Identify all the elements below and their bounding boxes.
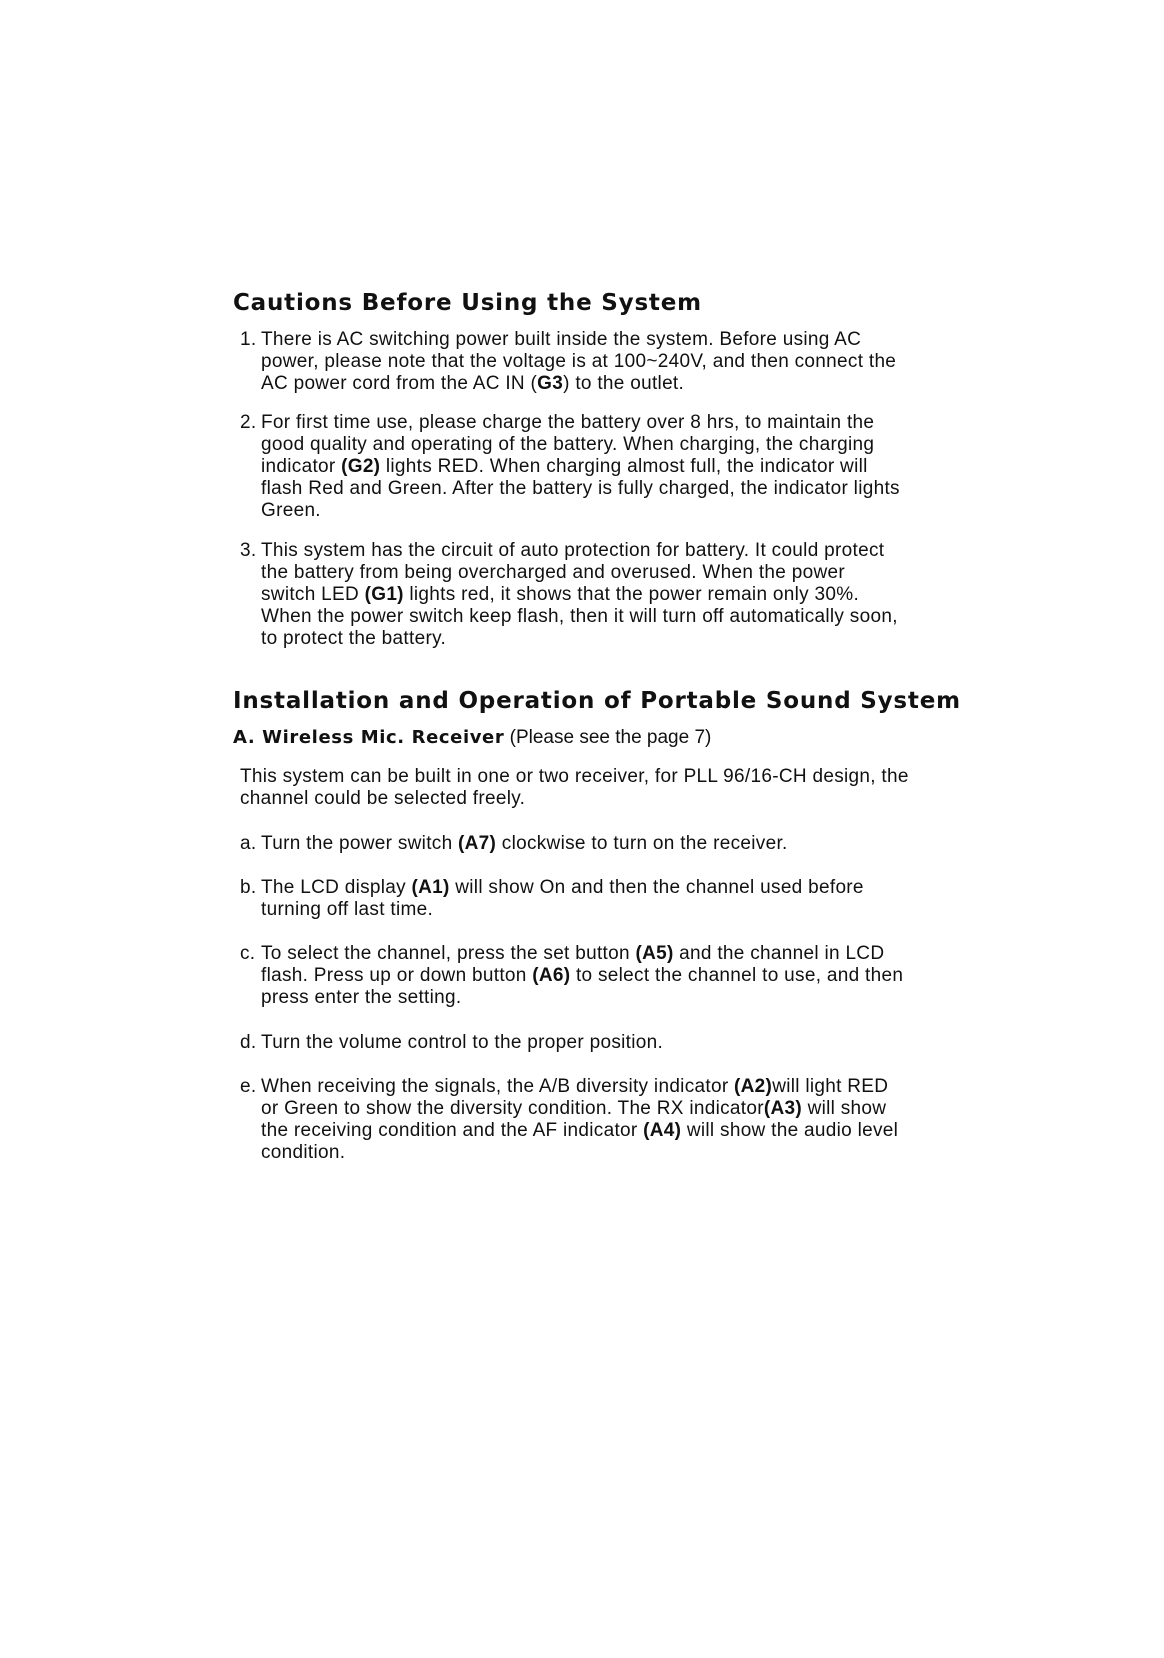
text-segment: lights red, it shows that the power remain only 30%. — [403, 584, 860, 605]
text-line — [261, 965, 903, 987]
text-segment: lights RED. When charging almost full, the indicator will — [380, 456, 868, 477]
list-marker: 3. — [240, 540, 257, 561]
list-marker: 1. — [240, 329, 257, 350]
text-line — [261, 478, 900, 500]
text-line — [261, 412, 900, 434]
component-reference: (A7) — [458, 833, 497, 854]
list-marker: d. — [240, 1032, 257, 1053]
text-segment: There is AC switching power built inside the system. Before using AC — [261, 329, 862, 350]
text-segment: or Green to show the diversity condition. The RX indicator — [261, 1098, 764, 1119]
text-segment: When receiving the signals, the A/B diversity indicator — [261, 1076, 735, 1097]
subsection-heading — [233, 727, 711, 749]
text-line — [261, 628, 898, 650]
text-segment: The LCD display — [261, 877, 412, 898]
text-line — [261, 562, 898, 584]
list-body — [261, 833, 788, 855]
text-line — [261, 899, 864, 921]
cautions-heading: Cautions Before Using the System — [233, 290, 702, 316]
component-reference: (A6) — [532, 965, 571, 986]
list-marker: e. — [240, 1076, 257, 1097]
list-body — [261, 877, 864, 921]
text-line — [261, 606, 898, 628]
component-reference: (A5) — [635, 943, 674, 964]
text-line — [261, 987, 903, 1009]
step-b — [240, 877, 864, 921]
list-body — [261, 1032, 663, 1054]
subsection-note: (Please see the page 7) — [504, 727, 712, 748]
text-segment: indicator — [261, 456, 342, 477]
step-e — [240, 1076, 898, 1164]
step-c — [240, 943, 903, 1009]
text-segment: the battery from being overcharged and overused. When the power — [261, 562, 845, 583]
text-segment: will light RED — [772, 1076, 889, 1097]
text-segment: good quality and operating of the battery. When charging, the charging — [261, 434, 875, 455]
text-line — [261, 434, 900, 456]
text-segment: to select the channel to use, and then — [570, 965, 904, 986]
text-segment: switch LED — [261, 584, 365, 605]
intro-line: This system can be built in one or two receiver, for PLL 96/16-CH design, the — [240, 766, 909, 787]
list-body — [261, 540, 898, 650]
list-marker: 2. — [240, 412, 257, 433]
text-segment: This system has the circuit of auto protection for battery. It could protect — [261, 540, 885, 561]
text-segment: flash Red and Green. After the battery is fully charged, the indicator lights — [261, 478, 900, 499]
step-a — [240, 833, 788, 855]
step-d — [240, 1032, 663, 1054]
text-segment: will show the audio level — [681, 1120, 899, 1141]
caution-item-2 — [240, 412, 900, 522]
caution-item-1 — [240, 329, 896, 395]
component-reference: (A2) — [734, 1076, 773, 1097]
intro-paragraph — [240, 766, 909, 810]
component-reference: (A1) — [411, 877, 450, 898]
text-segment: clockwise to turn on the receiver. — [496, 833, 788, 854]
text-segment: Turn the volume control to the proper position. — [261, 1032, 664, 1053]
text-segment: Green. — [261, 500, 321, 521]
text-line — [261, 1032, 663, 1054]
list-body — [261, 329, 896, 395]
text-segment: the receiving condition and the AF indicator — [261, 1120, 644, 1141]
text-line — [261, 833, 788, 855]
text-line — [261, 877, 864, 899]
text-segment: to protect the battery. — [261, 628, 447, 649]
text-segment: power, please note that the voltage is at 100~240V, and then connect the — [261, 351, 897, 372]
text-segment: will show On and then the channel used before — [449, 877, 864, 898]
component-reference: (A4) — [643, 1120, 682, 1141]
text-segment: will show — [802, 1098, 887, 1119]
text-line — [261, 351, 896, 373]
text-segment: To select the channel, press the set button — [261, 943, 636, 964]
installation-heading: Installation and Operation of Portable Sound System — [233, 688, 961, 714]
intro-line: channel could be selected freely. — [240, 788, 526, 809]
text-line — [261, 373, 896, 395]
text-segment: AC power cord from the AC IN ( — [261, 373, 538, 394]
list-marker: c. — [240, 943, 256, 964]
text-line — [261, 456, 900, 478]
text-segment: ) to the outlet. — [563, 373, 685, 394]
text-segment: press enter the setting. — [261, 987, 462, 1008]
text-segment: flash. Press up or down button — [261, 965, 533, 986]
list-marker: b. — [240, 877, 257, 898]
component-reference: G3 — [537, 373, 564, 394]
text-segment: Turn the power switch — [261, 833, 459, 854]
component-reference: (A3) — [763, 1098, 803, 1119]
text-segment: turning off last time. — [261, 899, 434, 920]
text-segment: and the channel in LCD — [673, 943, 885, 964]
text-line — [261, 540, 898, 562]
caution-item-3 — [240, 540, 898, 650]
component-reference: (G1) — [364, 584, 404, 605]
text-line — [261, 1098, 898, 1120]
text-line — [261, 1142, 898, 1164]
text-segment: When the power switch keep flash, then it will turn off automatically soon, — [261, 606, 898, 627]
text-line — [261, 329, 896, 351]
subsection-label: A. Wireless Mic. Receiver — [233, 727, 505, 748]
component-reference: (G2) — [341, 456, 381, 477]
text-line — [261, 1076, 898, 1098]
text-line — [261, 943, 903, 965]
text-segment: condition. — [261, 1142, 346, 1163]
list-marker: a. — [240, 833, 257, 854]
text-line — [261, 1120, 898, 1142]
list-body — [261, 1076, 898, 1164]
list-body — [261, 943, 903, 1009]
text-segment: For first time use, please charge the battery over 8 hrs, to maintain the — [261, 412, 875, 433]
text-line — [261, 500, 900, 522]
text-line — [261, 584, 898, 606]
list-body — [261, 412, 900, 522]
